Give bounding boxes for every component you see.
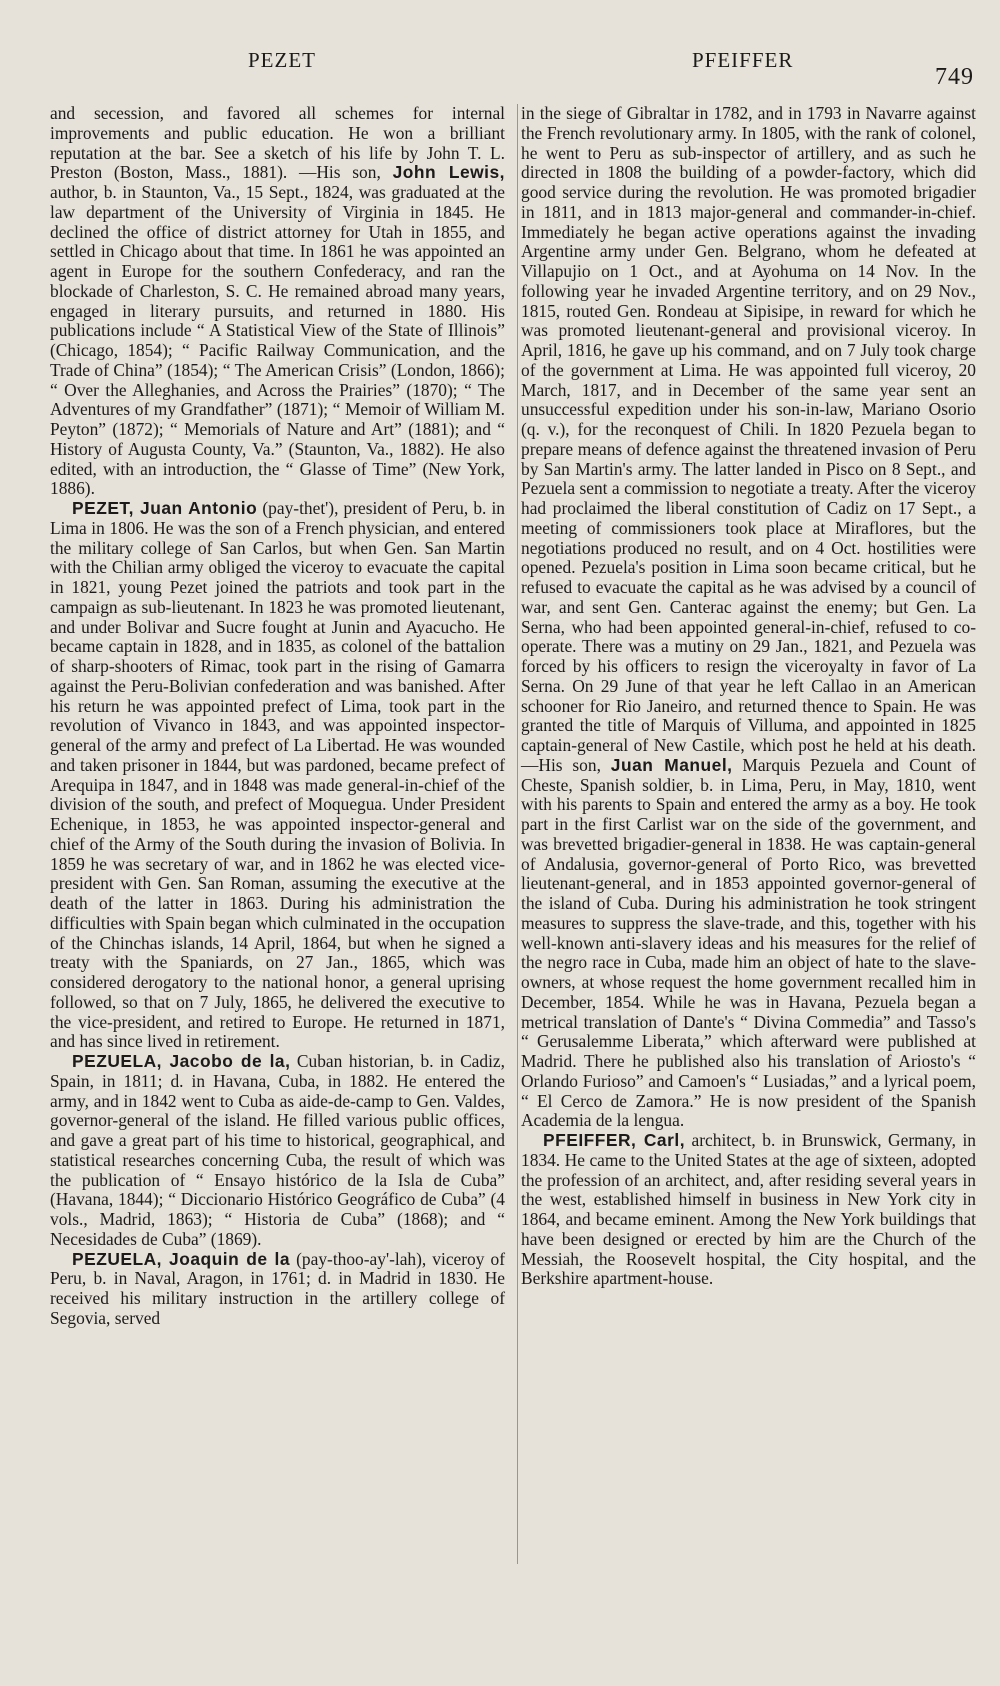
entry-text: (pay-thoo-ay'-lah), viceroy of Peru, b. in Naval, Aragon, in 1761; d. in Madrid in 1830. He received his military instruction in the artillery college of Segovia, served — [50, 1248, 505, 1328]
entry-pezuela-joaquin-continued — [521, 104, 976, 1131]
entry-pezet-juan-antonio — [50, 499, 505, 1052]
entry-heading: PEZUELA, Jacobo de la, — [72, 1051, 291, 1071]
entry-subheading: Juan Manuel, — [610, 754, 733, 775]
entry-heading: PEZUELA, Joaquin de la — [72, 1248, 291, 1269]
entry-text: and secession, and favored all schemes for internal improvements and public education. He won a brilliant reputation at the bar. See a sketch of his life by John T. L. Preston (Boston, Mass., 1881). —His son, — [50, 103, 505, 183]
right-column — [521, 104, 976, 1289]
entry-text: Marquis Pezuela and Count of Cheste, Spanish soldier, b. in Lima, Peru, in May, 1810, went with his parents to Spain and entered the army as a boy. He took part in the first Carlist war on the side of the government, and was brevetted brigadier-general in 1838. He was captain-general of Andalusia, governor-general of Porto Rico, was brevetted lieutenant-general, and in 1853 appointed governor-general of the island of Cuba. During his administration he took stringent measures to suppress the slave-trade, and this, together with his well-known anti-slavery ideas and his measures for the relief of the negro race in Cuba, made him an object of hate to the slave-owners, at whose request the home government recalled him in December, 1854. While he was in Havana, Pezuela began a metrical translation of Dante's “ Divina Commedia” and Tasso's “ Gerusalemme Liberata,” which afterward were published at Madrid. There he published also his translation of Ariosto's “ Orlando Furioso” and Camoen's “ Lusiadas,” and a lyrical poem, “ El Cerco de Zamora.” He is now president of the Spanish Academia de la lengua. — [521, 754, 976, 1131]
entry-pfeiffer-carl — [521, 1131, 976, 1289]
entry-pezuela-jacobo — [50, 1052, 505, 1250]
entry-text: architect, b. in Brunswick, Germany, in 1834. He came to the United States at the age of sixteen, adopted the profession of an architect, and, after residing several years in the west, established himself in business in New York city in 1864, and became eminent. Among the New York buildings that have been designed or erected by him are the Church of the Messiah, the Roosevelt hospital, the City hospital, and the Berkshire apartment-house. — [521, 1130, 976, 1289]
entry-subheading: John Lewis, — [392, 162, 506, 183]
entry-text: author, b. in Staunton, Va., 15 Sept., 1824, was graduated at the law department of the University of Virginia in 1845. He declined the office of district attorney for Utah in 1855, and settled in Chicago about that time. In 1861 he was appointed an agent in Europe for the southern Confederacy, and ran the blockade of Charleston, S. C. He remained abroad many years, engaged in literary pursuits, and returned in 1880. His publications include “ A Statistical View of the State of Illinois” (Chicago, 1854); “ Pacific Railway Communication, and the Trade of China” (1854); “ The American Crisis” (London, 1866); “ Over the Alleghanies, and Across the Prairies” (1870); “ The Adventures of my Grandfather” (1871); “ Memoir of William M. Peyton” (1872); “ Memorials of Nature and Art” (1881); and “ History of Augusta County, Va.” (Staunton, Va., 1882). He also edited, with an introduction, the “ Glasse of Time” (New York, 1886). — [50, 182, 505, 499]
entry-pezuela-joaquin — [50, 1250, 505, 1329]
entry-heading: PEZET, Juan Antonio — [72, 498, 258, 518]
entry-text: Cuban historian, b. in Cadiz, Spain, in 1811; d. in Havana, Cuba, in 1882. He entered the army, and in 1842 went to Cuba as aide-de-camp to Gen. Valdes, governor-general of the island. He filled various public offices, and gave a great part of his time to historical, geographical, and statistical researches concerning Cuba, the result of which was the publication of “ Ensayo histórico de la Isla de Cuba” (Havana, 1844); “ Diccionario Histórico Geográfico de Cuba” (4 vols., Madrid, 1863); “ Historia de Cuba” (1868); and “ Necesidades de Cuba” (1869). — [50, 1051, 505, 1249]
left-column — [50, 104, 505, 1329]
page-number: 749 — [935, 64, 974, 90]
column-divider — [517, 104, 518, 1564]
entry-text: (pay-thet'), president of Peru, b. in Lima in 1806. He was the son of a French physician, and entered the military college of San Carlos, but when Gen. San Martin with the Chilian army obliged the viceroy to evacuate the capital in 1821, young Pezet joined the patriots and took part in the campaign as sub-lieutenant. In 1823 he was promoted lieutenant, and under Bolivar and Sucre fought at Junin and Ayacucho. He became captain in 1828, and in 1835, as colonel of the battalion of sharp-shooters of Rimac, took part in the rising of Gamarra against the Peru-Bolivian confederation and was banished. After his return he was appointed prefect of Lima, took part in the revolution of Vivanco in 1843, and was appointed inspector-general of the army and prefect of La Libertad. He was wounded and taken prisoner in 1844, but was pardoned, became prefect of Arequipa in 1847, and in 1848 was made general-in-chief of the division of the south, and prefect of Moquegua. Under President Echenique, in 1853, he was appointed inspector-general and chief of the Army of the South during the invasion of Bolivia. In 1859 he was secretary of war, and in 1862 he was elected vice-president with Gen. San Roman, assuming the executive at the death of the latter in 1863. During his administration the difficulties with Spain began which culminated in the occupation of the Chinchas islands, 14 April, 1864, but when he signed a treaty with the Spaniards, on 27 Jan., 1865, which was considered derogatory to the national honor, a general uprising followed, so that on 7 July, 1865, he delivered the executive to the vice-president, and retired to Europe. He returned in 1871, and has since lived in retirement. — [50, 498, 506, 1052]
entry-pezet-continued — [50, 104, 505, 499]
entry-text: in the siege of Gibraltar in 1782, and in 1793 in Navarre against the French revolutionary army. In 1805, with the rank of colonel, he went to Peru as sub-inspector of artillery, and as such he directed in 1808 the building of a powder-factory, which did good service during the revolution. He was promoted brigadier in 1811, and in 1813 major-general and commander-in-chief. Immediately he began active operations against the invading Argentine army under Gen. Belgrano, whom he defeated at Villapujio on 1 Oct., and at Ayohuma on 14 Nov. In the following year he invaded Argentine territory, and on 29 Nov., 1815, routed Gen. Rondeau at Sipisipe, in reward for which he was promoted lieutenant-general and provisional viceroy. In April, 1816, he gave up his command, and on 7 July took charge of the government at Lima. He was appointed full viceroy, 20 March, 1817, and in December of the same year sent an unsuccessful expedition under his son-in-law, Mariano Osorio (q. v.), for the reconquest of Chili. In 1820 Pezuela began to prepare means of defence against the threatened invasion of Peru by San Martin's army. The latter landed in Pisco on 8 Sept., and Pezuela sent a commission to negotiate a treaty. After the viceroy had proclaimed the liberal constitution of Cadiz on 17 Sept., a meeting of commissioners took place at Miraflores, but the negotiations produced no result, and on 4 Oct. hostilities were opened. Pezuela's position in Lima soon became critical, but he refused to evacuate the capital as he was advised by a council of war, and sent Gen. Canterac against the enemy; but Gen. La Serna, who had been appointed general-in-chief, refused to co-operate. There was a mutiny on 29 Jan., 1821, and Pezuela was forced by his officers to resign the viceroyalty in favor of La Serna. On 29 June of that year he left Callao in an American schooner for Rio Janeiro, and returned thence to Spain. He was granted the title of Marquis of Villuma, and appointed in 1825 captain-general of New Castile, which post he held at his death.—His son, — [521, 103, 976, 775]
running-head-left: PEZET — [248, 48, 316, 72]
running-head-right: PFEIFFER — [692, 48, 794, 72]
entry-heading: PFEIFFER, Carl, — [543, 1130, 686, 1150]
